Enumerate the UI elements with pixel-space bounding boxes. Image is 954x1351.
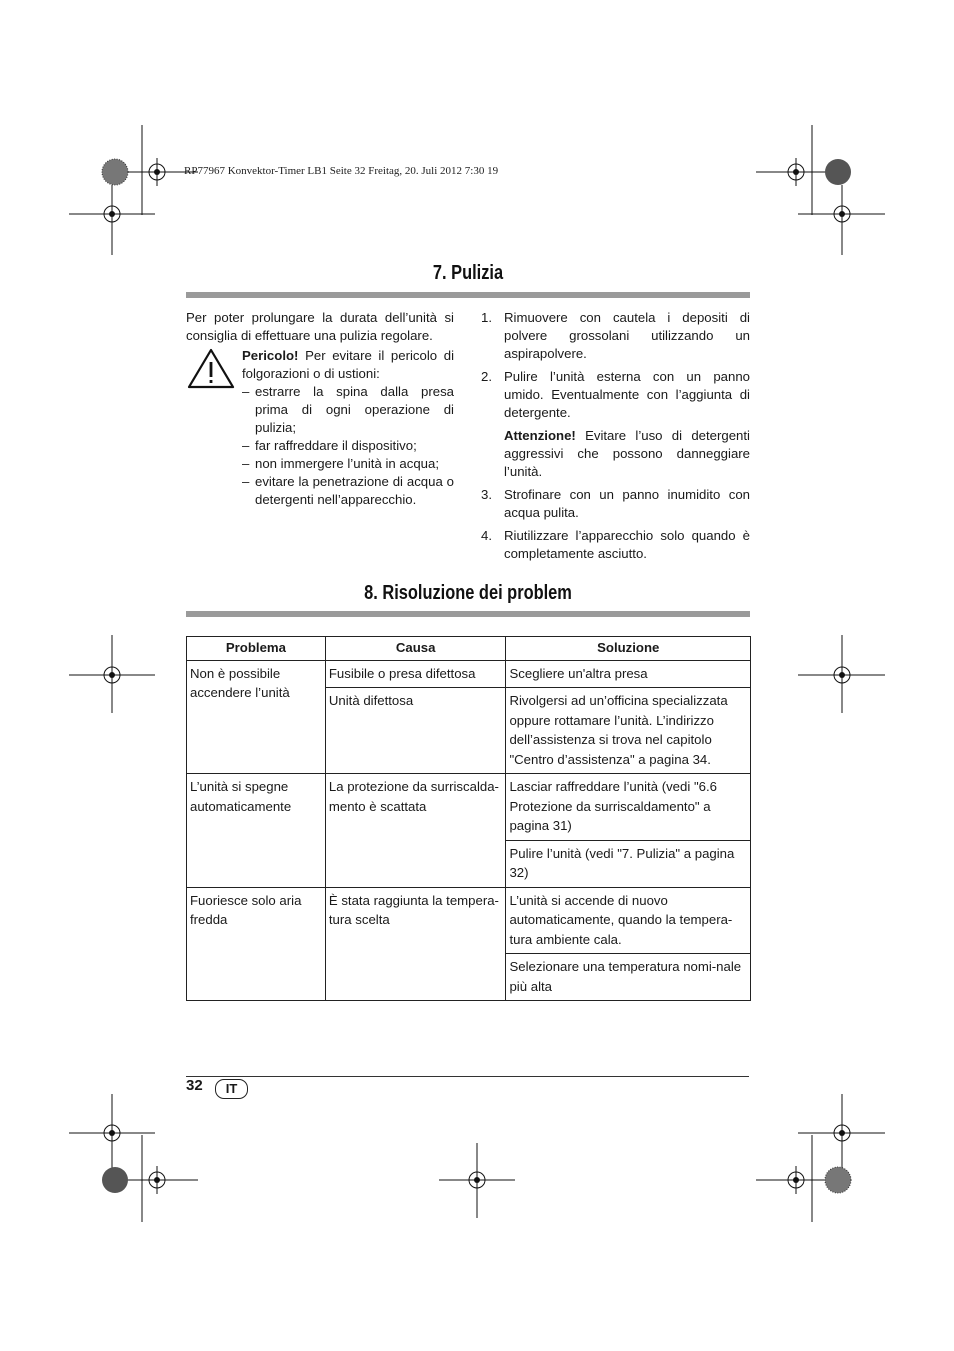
attention-note bbox=[481, 427, 750, 481]
steps-list bbox=[481, 309, 750, 422]
cause-cell: Fusibile o presa difettosa bbox=[325, 660, 506, 688]
intro-text: Per poter prolungare la durata dell’unità si consiglia di effettuare una pulizia regolare. bbox=[186, 310, 454, 343]
warning-label: Pericolo! bbox=[242, 348, 299, 363]
cause-cell: Unità difettosa bbox=[325, 688, 506, 774]
cause-cell: È stata raggiunta la tempera-tura scelta bbox=[325, 887, 506, 1001]
problem-cell: Fuoriesce solo aria fredda bbox=[187, 887, 326, 1001]
section-8-title: 8. Risoluzione dei problem bbox=[364, 582, 572, 604]
section-7-right-column bbox=[481, 309, 750, 568]
warning-triangle-icon bbox=[186, 347, 236, 389]
solution-cell: Scegliere un'altra presa bbox=[506, 660, 751, 688]
attention-label: Attenzione! bbox=[504, 428, 576, 443]
solution-cell: Rivolgersi ad un’officina specializzata oppure rottamare l’unità. L’indirizzo dell’assistenza si trova nel capitolo "Centro d’assistenza" a pagina 34. bbox=[506, 688, 751, 774]
solution-cell: Lasciar raffreddare l’unità (vedi "6.6 Protezione da surriscaldamento" a pagina 31) bbox=[506, 774, 751, 841]
step-number: 4. bbox=[481, 528, 492, 543]
language-badge: IT bbox=[215, 1079, 248, 1099]
table-row bbox=[187, 887, 751, 954]
table-row bbox=[187, 660, 751, 688]
step-text: Rimuovere con cautela i depositi di polvere grossolani utilizzando un aspirapolvere. bbox=[504, 310, 750, 361]
step-item bbox=[481, 368, 750, 422]
page-number: 32 bbox=[186, 1077, 203, 1094]
warning-description: Per evitare il pericolo di folgorazioni o di ustioni: bbox=[242, 348, 454, 381]
list-item: – evitare la penetrazione di acqua o detergenti nell’apparecchio. bbox=[242, 473, 454, 509]
solution-cell: L’unità si accende di nuovo automaticamente, quando la tempera-tura ambiente cala. bbox=[506, 887, 751, 954]
step-item bbox=[481, 486, 750, 522]
warning-block bbox=[186, 347, 454, 509]
section-7-title: 7. Pulizia bbox=[432, 262, 504, 284]
section-7-rule bbox=[186, 292, 750, 298]
header-cause: Causa bbox=[325, 637, 506, 661]
table-row bbox=[187, 774, 751, 841]
print-info: RP77967 Konvektor-Timer LB1 Seite 32 Freitag, 20. Juli 2012 7:30 19 bbox=[184, 165, 499, 177]
table-header-row bbox=[187, 637, 751, 661]
list-item: – estrarre la spina dalla presa prima di ogni operazione di pulizia; bbox=[242, 383, 454, 437]
step-item bbox=[481, 309, 750, 363]
step-text: Pulire l’unità esterna con un panno umido. Eventualmente con l’aggiunta di detergente. bbox=[504, 369, 750, 420]
step-number: 3. bbox=[481, 487, 492, 502]
attention-text: Evitare l’uso di detergenti aggressivi che possono danneggiare l’unità. bbox=[504, 428, 750, 479]
step-text: Strofinare con un panno inumidito con acqua pulita. bbox=[504, 487, 750, 520]
header-problem: Problema bbox=[187, 637, 326, 661]
step-number: 2. bbox=[481, 369, 492, 384]
cause-cell: La protezione da surriscalda-mento è scattata bbox=[325, 774, 506, 888]
step-number: 1. bbox=[481, 310, 492, 325]
list-item: – non immergere l’unità in acqua; bbox=[242, 455, 454, 473]
section-7-left-column bbox=[186, 309, 454, 509]
problem-cell: L’unità si spegne automaticamente bbox=[187, 774, 326, 888]
warning-text bbox=[242, 347, 454, 383]
list-item: – far raffreddare il dispositivo; bbox=[242, 437, 454, 455]
problem-cell: Non è possibile accendere l’unità bbox=[187, 660, 326, 774]
step-text: Riutilizzare l’apparecchio solo quando è completamente asciutto. bbox=[504, 528, 750, 561]
warning-list bbox=[242, 383, 454, 509]
solution-cell: Pulire l’unità (vedi "7. Pulizia" a pagina 32) bbox=[506, 840, 751, 887]
footer-rule bbox=[186, 1076, 749, 1077]
steps-list-continued bbox=[481, 486, 750, 563]
step-item bbox=[481, 527, 750, 563]
header-solution: Soluzione bbox=[506, 637, 751, 661]
section-8-rule bbox=[186, 611, 750, 617]
troubleshooting-table bbox=[186, 636, 751, 1001]
solution-cell: Selezionare una temperatura nomi-nale più alta bbox=[506, 954, 751, 1001]
